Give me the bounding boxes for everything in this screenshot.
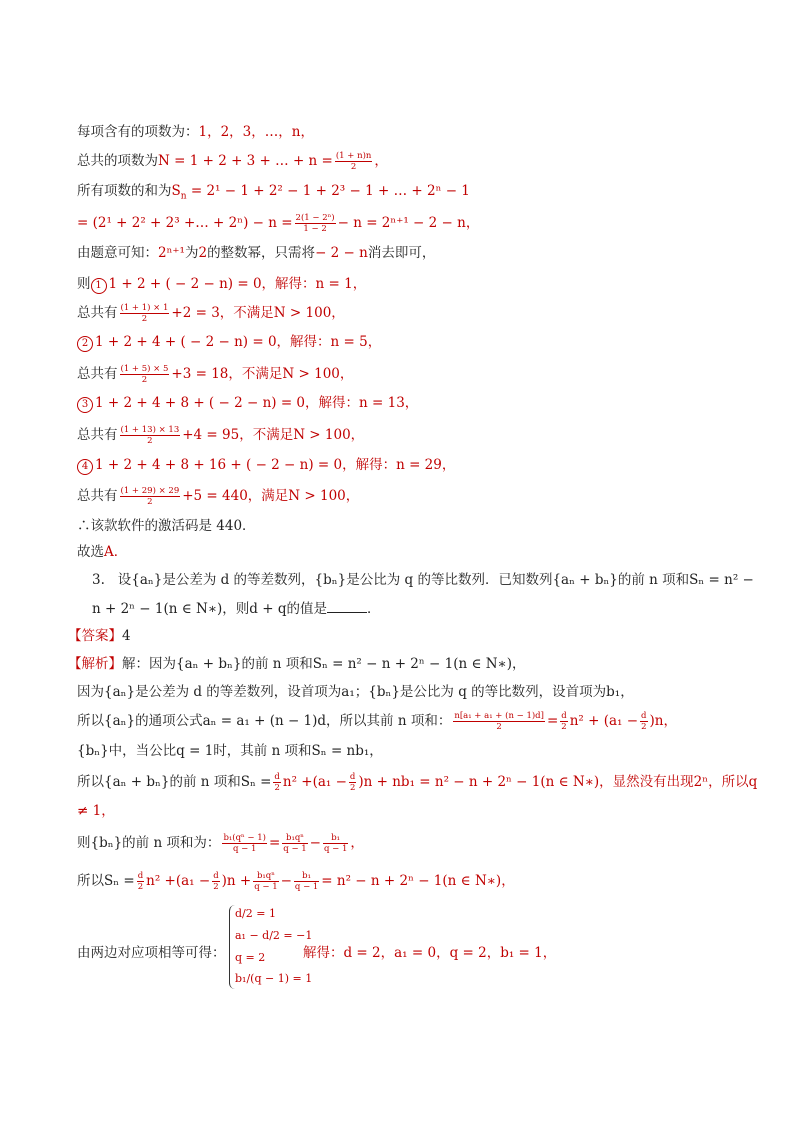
- text-line-8: 2 1 + 2 + 4 + ( − 2 − n) = 0，解得：n = 5，: [77, 333, 381, 352]
- fraction: $\frac{\text{n[a₁ + a₁ + (n − 1)d]}}{2}$: [454, 711, 544, 732]
- math: − n = 2ⁿ⁺¹ − 2 − n，: [337, 215, 480, 231]
- fraction: $\frac{(1 + 5) \times 5}{2}$: [120, 364, 169, 385]
- answer-value: 4: [122, 628, 131, 644]
- text-line-2: 总共的项数为N = 1 + 2 + 3 + … + n = $\frac{(1 + n)n}{2}$ ，: [77, 151, 388, 172]
- math: N = 1 + 2 + 3 + … + n =: [158, 153, 333, 169]
- math: = (2¹ + 2² + 2³ +… + 2ⁿ) − n =: [77, 215, 293, 231]
- analysis-line-1: 【解析】解：因为{aₙ + bₙ}的前 n 项和Sₙ = n² − n + 2ⁿ − 1(n ∈ N∗)，: [68, 656, 526, 672]
- fraction: $\frac{(1 + 1) \times 1}{2}$: [120, 303, 169, 324]
- text-line-6: 则 1 1 + 2 + ( − 2 − n) = 0，解得：n = 1，: [77, 276, 367, 292]
- text-line-13: 总共有 $\frac{(1 + 29) \times 29}{2}$ +5 = 440，满足N > 100，: [77, 486, 360, 507]
- math: = 2¹ − 1 + 2² − 1 + 2³ − 1 + … + 2ⁿ − 1: [190, 183, 470, 199]
- text-line-7: 总共有 $\frac{(1 + 1) \times 1}{2}$ +2 = 3，不满足N > 100，: [77, 303, 345, 324]
- text-line-3: 所有项数的和为$S_n = 2^1 - 1 + 2^2 - 1 + 2^3 - 1$ + … + 2ⁿ − 1: [77, 183, 470, 202]
- fraction: $\frac{(1 + n)n}{2}$: [335, 151, 372, 172]
- text: 总共的项数为: [77, 153, 158, 169]
- math: 1，2，3，…，n，: [198, 124, 314, 140]
- analysis-line-6: ≠ 1，: [77, 803, 115, 819]
- analysis-tag: 【解析】: [68, 656, 122, 672]
- analysis-line-3: 所以{aₙ}的通项公式aₙ = a₁ + (n − 1)d，所以其前 n 项和： $\frac{\text{n[a₁ + a₁ + (n − 1)d]}}{2}$ = $\frac{d}{2}$ n² + (a₁ − $\frac{d}{2}$ )n，: [77, 711, 677, 732]
- analysis-line-5: 所以{aₙ + bₙ}的前 n 项和Sₙ = $\frac{d}{2}$ n² +(a₁ − $\frac{d}{2}$ )n + nb₁ = n² − n + 2ⁿ − 1(n ∈ N∗)，显然没有出现2ⁿ，所以q: [77, 772, 758, 793]
- equation: q = 2: [235, 951, 266, 964]
- fraction: $\frac{(1 + 29) \times 29}{2}$: [120, 486, 180, 507]
- text-line-15: 故选A．: [77, 544, 128, 560]
- text: 每项含有的项数为：: [77, 124, 199, 140]
- analysis-line-4: {bₙ}中，当公比q = 1时，其前 n 项和Sₙ = nb₁，: [77, 743, 383, 759]
- math: S: [171, 183, 181, 199]
- answer-tag: 【答案】: [68, 628, 122, 644]
- analysis-line-7: 则{bₙ}的前 n 项和为： $\frac{\text{b₁(qⁿ − 1)}}{q - 1}$ = $\frac{\text{b₁qⁿ}}{q - 1}$ − $\frac{\text{b₁}}{q - 1}$ ，: [77, 833, 364, 854]
- equation: b₁/(q − 1) = 1: [235, 972, 313, 985]
- equation-system: [229, 905, 313, 991]
- circled-number: 2: [77, 336, 93, 352]
- text: 所有项数的和为: [77, 183, 172, 199]
- text-line-12: 4 1 + 2 + 4 + 8 + 16 + ( − 2 − n) = 0，解得：n = 29，: [77, 456, 455, 475]
- circled-number: 3: [77, 397, 93, 413]
- solution-line: 解得：d = 2，a₁ = 0，q = 2，b₁ = 1，: [303, 945, 557, 961]
- circled-number: 4: [77, 459, 93, 475]
- analysis-line-2: 因为{aₙ}是公差为 d 的等差数列，设首项为a₁；{bₙ}是公比为 q 的等比数列，设首项为b₁，: [77, 684, 634, 700]
- analysis-line-9: 由两边对应项相等可得：: [77, 945, 226, 961]
- text-line-4: [77, 213, 479, 234]
- equation: d/2 = 1: [235, 907, 276, 920]
- answer-blank: [327, 600, 367, 613]
- fraction: $\frac{(1 + 13) \times 13}{2}$: [120, 425, 180, 446]
- text-line-9: 总共有 $\frac{(1 + 5) \times 5}{2}$ +3 = 18，不满足N > 100，: [77, 364, 354, 385]
- answer-line: [68, 627, 131, 645]
- analysis-line-8: 所以Sₙ = $\frac{d}{2}$ n² +(a₁ − $\frac{d}{2}$ )n + $\frac{\text{b₁qⁿ}}{q - 1}$ − $\frac{\text{b₁}}{q - 1}$ = n² − n + 2ⁿ − 1(n ∈ N∗)，: [77, 871, 515, 892]
- text-line-11: 总共有 $\frac{(1 + 13) \times 13}{2}$ +4 = 95，不满足N > 100，: [77, 425, 365, 446]
- text-line-1: [77, 123, 314, 141]
- question-3-line-2: n + 2ⁿ − 1(n ∈ N∗)，则d + q的值是 ．: [92, 601, 381, 617]
- text-line-10: 3 1 + 2 + 4 + 8 + ( − 2 − n) = 0，解得：n = 13，: [77, 394, 418, 413]
- question-3-line-1: 3. 设{aₙ}是公差为 d 的等差数列，{bₙ}是公比为 q 的等比数列．已知数列{aₙ + bₙ}的前 n 项和Sₙ = n² −: [92, 572, 754, 588]
- question-number: 3.: [92, 572, 105, 588]
- text-line-5: 由题意可知：2ⁿ⁺¹为2的整数幂，只需将− 2 − n消去即可，: [77, 245, 436, 261]
- equation: a₁ − d/2 = −1: [235, 929, 313, 942]
- text-line-14: ∴该款软件的激活码是 440．: [77, 518, 256, 534]
- fraction: $\frac{\text{2(1 − 2ⁿ)}}{1 - 2}$: [295, 213, 335, 234]
- circled-number: 1: [91, 278, 107, 294]
